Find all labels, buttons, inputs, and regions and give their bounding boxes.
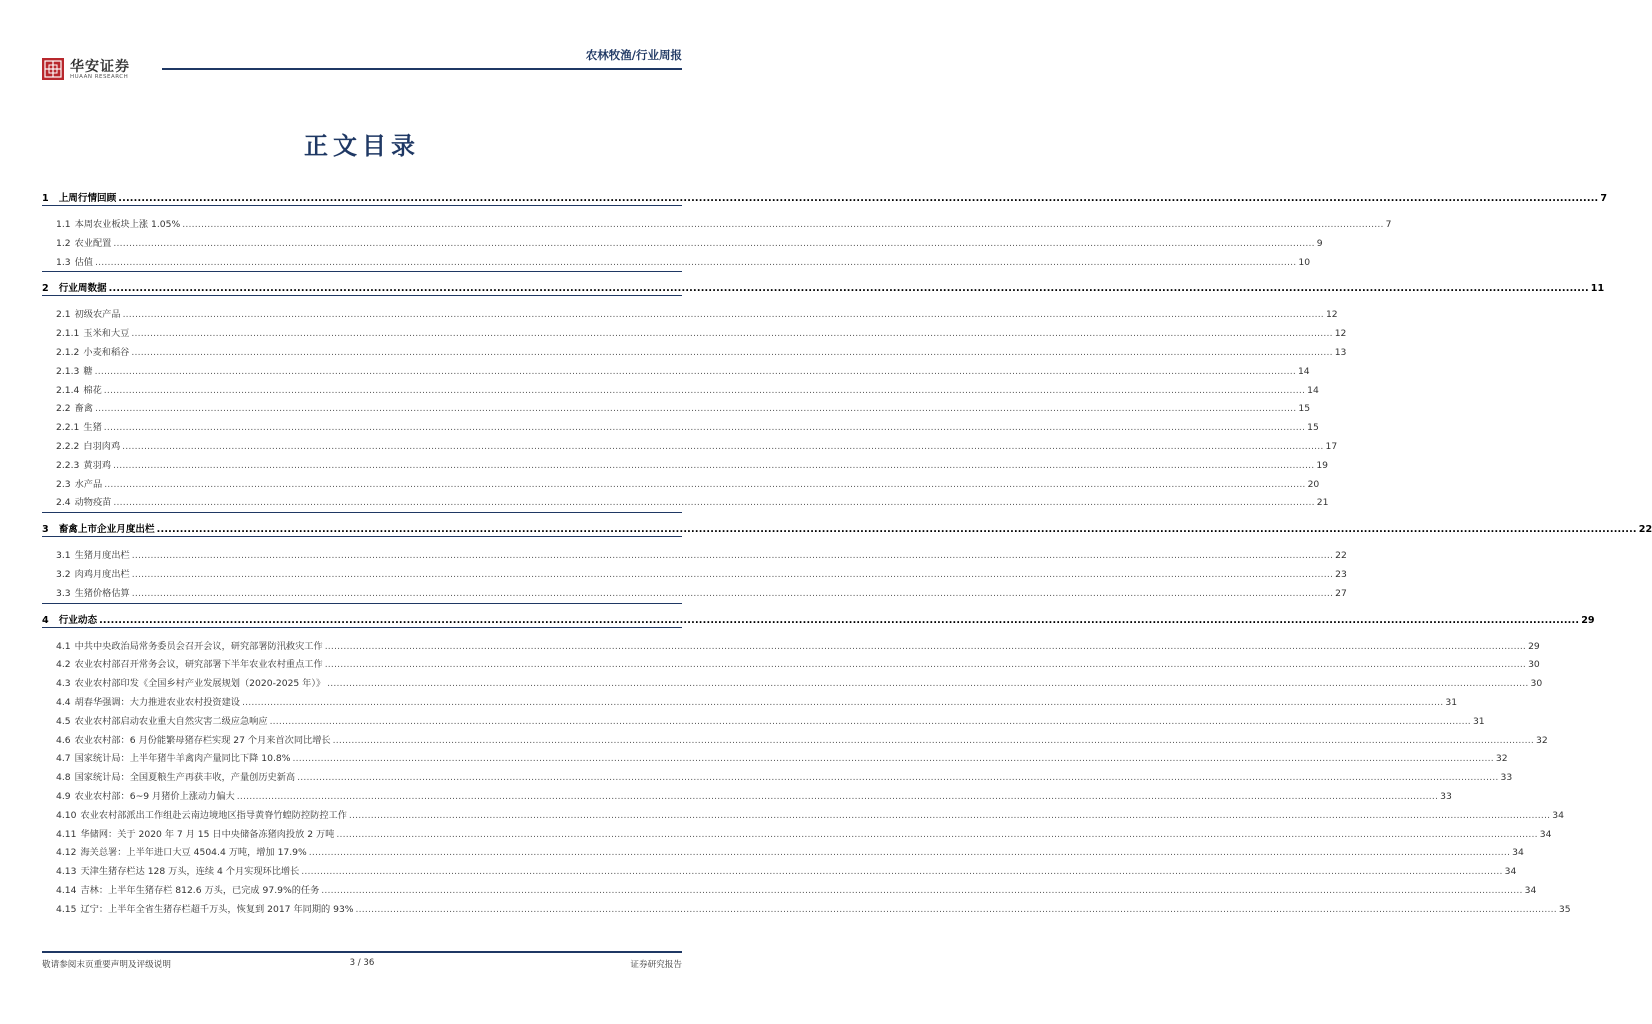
- toc-entry-title: 水产品: [74, 478, 103, 490]
- toc-leader-dots: [122, 441, 1323, 452]
- toc-entry-title: 农业配置: [74, 237, 112, 249]
- toc-entry-title: 海关总署：上半年进口大豆 4504.4 万吨，增加 17.9%: [80, 847, 307, 859]
- section-separator: [42, 512, 682, 513]
- toc-subsection-entry[interactable]: [42, 638, 1540, 652]
- toc-entry-number: 2.4: [56, 497, 71, 509]
- toc-subsection-entry[interactable]: [42, 882, 1537, 896]
- toc-entry-page: 30: [1528, 659, 1540, 671]
- toc-section-entry[interactable]: [42, 280, 1605, 295]
- toc-entry-number: 2.1.2: [56, 347, 80, 358]
- toc-leader-dots: [118, 193, 1598, 204]
- toc-entry-page: 17: [1325, 441, 1338, 452]
- toc-subsection-entry[interactable]: [42, 694, 1458, 708]
- toc-entry-page: 14: [1297, 365, 1310, 377]
- toc-subsection-entry[interactable]: [42, 325, 1347, 340]
- toc-entry-page: 13: [1334, 347, 1347, 358]
- toc-subsection-entry[interactable]: [42, 382, 1319, 396]
- toc-entry-page: 33: [1500, 772, 1513, 784]
- toc-entry-number: 4: [42, 614, 49, 626]
- toc-subsection-entry[interactable]: [42, 547, 1347, 562]
- section-separator: [42, 627, 682, 628]
- toc-entry-title: 农业农村部派出工作组赴云南边境地区指导黄脊竹蝗防控防控工作: [80, 809, 347, 821]
- toc-leader-dots: [297, 772, 1498, 783]
- toc-entry-page: 30: [1530, 678, 1543, 690]
- footer-disclaimer: 敬请参阅末页重要声明及评级说明: [42, 960, 171, 970]
- toc-entry-title: 上周行情回顾: [58, 193, 117, 204]
- toc-entry-number: 4.2: [56, 659, 71, 671]
- toc-entry-number: 4.10: [56, 809, 77, 821]
- toc-entry-number: 2.2: [56, 403, 71, 415]
- toc-entry-title: 黄羽鸡: [83, 459, 111, 471]
- toc-leader-dots: [356, 904, 1557, 915]
- toc-subsection-entry[interactable]: [42, 585, 1347, 599]
- toc-entry-number: 3.3: [56, 587, 71, 599]
- toc-subsection-entry[interactable]: [42, 826, 1552, 840]
- toc-leader-dots: [242, 697, 1443, 708]
- toc-entry-title: 农业农村部：6 月份能繁母猪存栏实现 27 个月来首次同比增长: [74, 734, 331, 746]
- toc-entry-number: 2: [42, 283, 49, 295]
- toc-entry-title: 估值: [74, 256, 93, 268]
- toc-section-entry[interactable]: [42, 190, 1608, 204]
- toc-entry-page: 23: [1335, 569, 1347, 580]
- toc-leader-dots: [325, 659, 1526, 670]
- toc-section-entry[interactable]: [42, 612, 1595, 626]
- toc-leader-dots: [132, 569, 1333, 580]
- toc-entry-title: 行业周数据: [58, 283, 107, 295]
- toc-leader-dots: [104, 422, 1305, 433]
- toc-entry-number: 2.2.1: [56, 422, 80, 434]
- toc-leader-dots: [349, 810, 1550, 821]
- toc-entry-title: 玉米和大豆: [83, 328, 130, 340]
- toc-entry-number: 4.13: [56, 866, 77, 878]
- toc-entry-number: 4.5: [56, 715, 71, 727]
- toc-entry-page: 32: [1495, 753, 1508, 765]
- toc-entry-page: 29: [1581, 614, 1595, 626]
- toc-entry-number: 4.14: [56, 885, 77, 896]
- toc-leader-dots: [325, 641, 1526, 652]
- toc-entry-page: 11: [1590, 283, 1605, 295]
- toc-entry-number: 1.3: [56, 256, 71, 268]
- toc-entry-number: 1.1: [56, 219, 71, 230]
- toc-entry-title: 畜禽: [74, 403, 93, 415]
- toc-entry-title: 本周农业板块上涨 1.05%: [74, 219, 181, 230]
- toc-entry-number: 3.2: [56, 569, 71, 580]
- toc-subsection-entry[interactable]: [42, 807, 1564, 821]
- toc-subsection-entry[interactable]: [42, 732, 1548, 746]
- toc-subsection-entry[interactable]: [42, 656, 1540, 671]
- toc-entry-number: 4.4: [56, 697, 71, 708]
- toc-subsection-entry[interactable]: [42, 457, 1329, 471]
- toc-subsection-entry[interactable]: [42, 769, 1513, 784]
- toc-entry-title: 白羽肉鸡: [83, 441, 121, 452]
- toc-entry-page: 34: [1504, 866, 1517, 878]
- toc-subsection-entry[interactable]: [42, 901, 1571, 915]
- toc-entry-title: 棉花: [83, 384, 102, 396]
- toc-entry-number: 2.3: [56, 478, 71, 490]
- toc-entry-page: 14: [1307, 384, 1319, 396]
- toc-entry-number: 2.2.3: [56, 459, 80, 471]
- toc-entry-title: 行业动态: [58, 614, 98, 626]
- toc-entry-number: 4.3: [56, 678, 71, 690]
- toc-entry-page: 31: [1445, 697, 1458, 708]
- toc-leader-dots: [104, 479, 1305, 490]
- toc-leader-dots: [95, 366, 1296, 377]
- toc-entry-page: 22: [1335, 550, 1347, 562]
- toc-entry-number: 4.8: [56, 772, 71, 784]
- toc-entry-page: 32: [1535, 734, 1548, 746]
- toc-entry-number: 3.1: [56, 550, 71, 562]
- toc-subsection-entry[interactable]: [42, 863, 1517, 878]
- toc-leader-dots: [95, 257, 1296, 268]
- toc-entry-number: 2.2.2: [56, 441, 80, 452]
- toc-entry-title: 肉鸡月度出栏: [74, 569, 130, 580]
- toc-subsection-entry[interactable]: [42, 216, 1392, 230]
- toc-entry-title: 中共中央政治局常务委员会召开会议，研究部署防汛救灾工作: [74, 640, 323, 652]
- toc-entry-number: 4.9: [56, 791, 71, 802]
- toc-entry-page: 34: [1539, 828, 1552, 840]
- page-header: [42, 42, 682, 88]
- toc-subsection-entry[interactable]: [42, 713, 1485, 727]
- toc-subsection-entry[interactable]: [42, 438, 1338, 452]
- toc-subsection-entry[interactable]: [42, 788, 1452, 802]
- toc-entry-page: 22: [1638, 524, 1652, 536]
- toc-entry-number: 2.1.3: [56, 365, 80, 377]
- toc-entry-title: 辽宁：上半年全省生猪存栏超千万头，恢复到 2017 年同期的 93%: [80, 903, 354, 915]
- toc-entry-page: 15: [1307, 422, 1319, 434]
- toc-leader-dots: [113, 238, 1314, 249]
- toc-subsection-entry[interactable]: [42, 363, 1310, 377]
- toc-leader-dots: [123, 309, 1324, 320]
- toc-entry-title: 生猪价格估算: [74, 587, 130, 599]
- toc-entry-number: 1.2: [56, 237, 71, 249]
- section-separator: [42, 536, 682, 537]
- toc-entry-number: 4.12: [56, 847, 77, 859]
- footer-divider: [42, 951, 682, 953]
- toc-entry-number: 4.6: [56, 734, 71, 746]
- toc-leader-dots: [292, 753, 1493, 764]
- toc-entry-title: 天津生猪存栏达 128 万头，连续 4 个月实现环比增长: [80, 866, 300, 878]
- toc-subsection-entry[interactable]: [42, 344, 1347, 358]
- toc-entry-page: 33: [1440, 791, 1452, 802]
- toc-leader-dots: [157, 524, 1637, 535]
- toc-subsection-entry[interactable]: [42, 419, 1319, 434]
- toc-leader-dots: [104, 385, 1305, 396]
- toc-entry-title: 动物疫苗: [74, 497, 112, 509]
- toc-entry-title: 糖: [83, 365, 93, 377]
- toc-entry-page: 12: [1325, 309, 1338, 321]
- toc-leader-dots: [336, 829, 1537, 840]
- toc-leader-dots: [95, 403, 1296, 414]
- page-number: 3 / 36: [349, 958, 375, 968]
- toc-leader-dots: [132, 588, 1333, 599]
- toc-entry-title: 农业农村部：6~9 月猪价上涨动力偏大: [74, 791, 235, 802]
- toc-entry-number: 1: [42, 193, 49, 204]
- toc-entry-page: 34: [1524, 885, 1537, 896]
- toc-entry-page: 10: [1298, 256, 1311, 268]
- toc-subsection-entry[interactable]: [42, 235, 1323, 249]
- toc-entry-title: 畜禽上市企业月度出栏: [58, 524, 155, 536]
- toc-leader-dots: [109, 283, 1589, 294]
- toc-entry-number: 4.11: [56, 828, 77, 840]
- toc-entry-page: 9: [1316, 237, 1323, 249]
- logo-english-name: HUAAN RESEARCH: [70, 74, 129, 80]
- toc-entry-title: 小麦和稻谷: [83, 347, 130, 358]
- toc-entry-number: 4.7: [56, 753, 71, 765]
- toc-entry-number: 4.1: [56, 640, 71, 652]
- toc-leader-dots: [182, 219, 1383, 230]
- toc-leader-dots: [131, 347, 1332, 358]
- toc-entry-page: 31: [1472, 715, 1485, 727]
- company-logo-icon: [42, 58, 64, 80]
- toc-entry-number: 2.1: [56, 309, 71, 321]
- toc-entry-title: 农业农村部印发《全国乡村产业发展规划（2020-2025 年）》: [74, 678, 326, 690]
- toc-entry-page: 20: [1307, 478, 1320, 490]
- toc-entry-title: 华储网：关于 2020 年 7 月 15 日中央储备冻猪肉投放 2 万吨: [80, 828, 335, 840]
- report-category: 农林牧渔/行业周报: [585, 48, 682, 62]
- toc-entry-title: 国家统计局：上半年猪牛羊禽肉产量同比下降 10.8%: [74, 753, 291, 765]
- toc-subsection-entry[interactable]: [42, 844, 1524, 859]
- toc-entry-page: 34: [1552, 809, 1564, 821]
- toc-entry-number: 2.1.1: [56, 328, 80, 340]
- section-separator: [42, 603, 682, 604]
- toc-entry-page: 7: [1600, 193, 1608, 204]
- logo-chinese-name: 华安证券: [70, 59, 130, 75]
- toc-entry-title: 生猪: [83, 422, 102, 434]
- toc-entry-title: 初级农产品: [74, 309, 121, 321]
- toc-subsection-entry[interactable]: [42, 400, 1311, 415]
- toc-leader-dots: [237, 791, 1438, 802]
- toc-leader-dots: [132, 550, 1333, 561]
- toc-entry-page: 7: [1385, 219, 1392, 230]
- toc-entry-page: 35: [1558, 903, 1571, 915]
- toc-leader-dots: [301, 866, 1502, 877]
- toc-leader-dots: [113, 497, 1314, 508]
- toc-leader-dots: [99, 615, 1579, 626]
- report-type: 证券研究报告: [630, 960, 682, 970]
- toc-subsection-entry[interactable]: [42, 566, 1347, 580]
- toc-entry-number: 2.1.4: [56, 384, 80, 396]
- section-separator: [42, 295, 682, 296]
- section-separator: [42, 271, 682, 272]
- toc-entry-number: 3: [42, 524, 49, 536]
- toc-leader-dots: [309, 847, 1510, 858]
- toc-section-entry[interactable]: [42, 521, 1652, 536]
- toc-entry-page: 15: [1298, 403, 1311, 415]
- toc-leader-dots: [321, 885, 1522, 896]
- toc-entry-page: 29: [1528, 640, 1540, 652]
- toc-entry-title: 农业农村部启动农业重大自然灾害二级应急响应: [74, 715, 268, 727]
- toc-entry-number: 4.15: [56, 903, 77, 915]
- toc-subsection-entry[interactable]: [42, 476, 1320, 490]
- toc-leader-dots: [131, 328, 1332, 339]
- toc-entry-page: 34: [1512, 847, 1524, 859]
- toc-entry-page: 21: [1316, 497, 1329, 509]
- toc-entry-page: 27: [1335, 587, 1347, 599]
- toc-entry-page: 19: [1316, 459, 1329, 471]
- toc-entry-title: 农业农村部召开常务会议，研究部署下半年农业农村重点工作: [74, 659, 323, 671]
- toc-subsection-entry[interactable]: [42, 750, 1508, 765]
- toc-entry-title: 生猪月度出栏: [74, 550, 130, 562]
- toc-entry-title: 胡春华强调：大力推进农业农村投资建设: [74, 697, 240, 708]
- page-title: 正文目录: [304, 132, 420, 160]
- section-separator: [42, 205, 682, 206]
- toc-leader-dots: [270, 716, 1471, 727]
- toc-leader-dots: [113, 460, 1314, 471]
- toc-subsection-entry[interactable]: [42, 254, 1311, 268]
- toc-subsection-entry[interactable]: [42, 306, 1338, 321]
- toc-entry-title: 国家统计局：全国夏粮生产再获丰收，产量创历史新高: [74, 772, 296, 784]
- toc-entry-page: 12: [1334, 328, 1347, 340]
- toc-leader-dots: [333, 735, 1534, 746]
- toc-subsection-entry[interactable]: [42, 494, 1329, 509]
- header-divider: [162, 68, 682, 70]
- toc-subsection-entry[interactable]: [42, 675, 1543, 690]
- toc-leader-dots: [327, 678, 1528, 689]
- toc-entry-title: 吉林：上半年生猪存栏 812.6 万头，已完成 97.9%的任务: [80, 885, 320, 896]
